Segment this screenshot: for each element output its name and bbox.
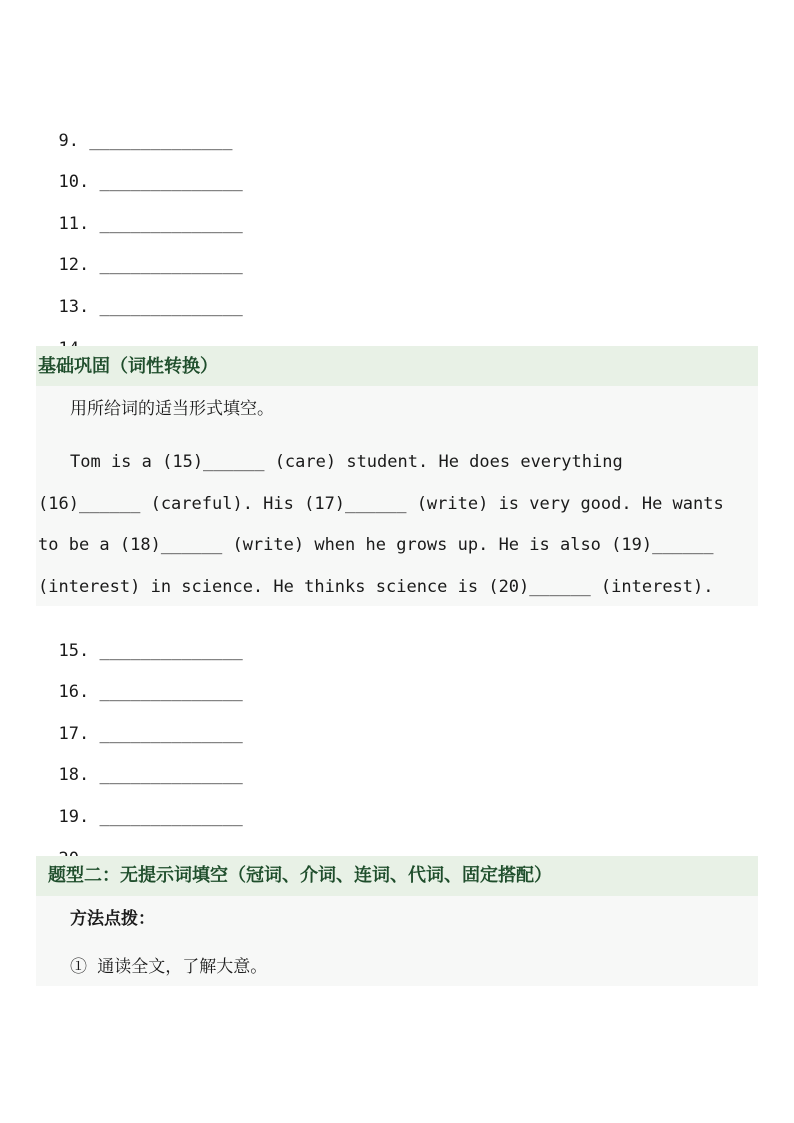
tip-item-1: ① 通读全文，了解大意。 <box>70 957 268 977</box>
passage-line-4: (interest) in science. He thinks science is (20)______ (interest). <box>38 577 714 597</box>
answer-number: 17. <box>58 724 90 744</box>
answer-blank[interactable]: ______________ <box>99 724 243 744</box>
answer-number: 19. <box>58 807 90 827</box>
answer-line-12 <box>38 232 243 276</box>
answer-blank[interactable]: ______________ <box>99 807 243 827</box>
answer-line-9 <box>38 108 233 152</box>
answer-number: 15. <box>58 641 90 661</box>
answer-line-10 <box>38 149 243 193</box>
passage-line-3: to be a (18)______ (write) when he grows up. He is also (19)______ <box>38 535 714 555</box>
answer-line-15 <box>38 618 243 662</box>
answer-line-18 <box>38 742 243 786</box>
answer-number: 12. <box>58 255 90 275</box>
answer-blank[interactable]: ______________ <box>99 214 243 234</box>
answer-number: 18. <box>58 765 90 785</box>
answer-line-16 <box>38 659 243 703</box>
section-title: 题型二：无提示词填空（冠词、介词、连词、代词、固定搭配） <box>48 865 552 886</box>
answer-blank[interactable]: ______________ <box>99 255 243 275</box>
answer-blank[interactable]: ______________ <box>99 682 243 702</box>
exercise-instruction: 用所给词的适当形式填空。 <box>70 399 274 419</box>
answer-blank[interactable]: ______________ <box>89 131 233 151</box>
answer-number: 10. <box>58 172 90 192</box>
answer-blank[interactable]: ______________ <box>99 297 243 317</box>
answer-blank[interactable]: ______________ <box>99 765 243 785</box>
answer-blank[interactable]: ______________ <box>99 641 243 661</box>
passage-line-2: (16)______ (careful). His (17)______ (write) is very good. He wants <box>38 494 724 514</box>
answer-line-19 <box>38 784 243 828</box>
answer-number: 9. <box>58 131 79 151</box>
answer-number: 16. <box>58 682 90 702</box>
answer-number: 11. <box>58 214 90 234</box>
answer-blank[interactable]: ______________ <box>99 172 243 192</box>
answer-line-13 <box>38 274 243 318</box>
answer-line-17 <box>38 701 243 745</box>
section-title: 基础巩固（词性转换） <box>38 356 218 377</box>
answer-number: 13. <box>58 297 90 317</box>
passage-line-1: Tom is a (15)______ (care) student. He does everything <box>70 452 623 472</box>
tips-label: 方法点拨： <box>70 909 155 929</box>
answer-line-11 <box>38 191 243 235</box>
